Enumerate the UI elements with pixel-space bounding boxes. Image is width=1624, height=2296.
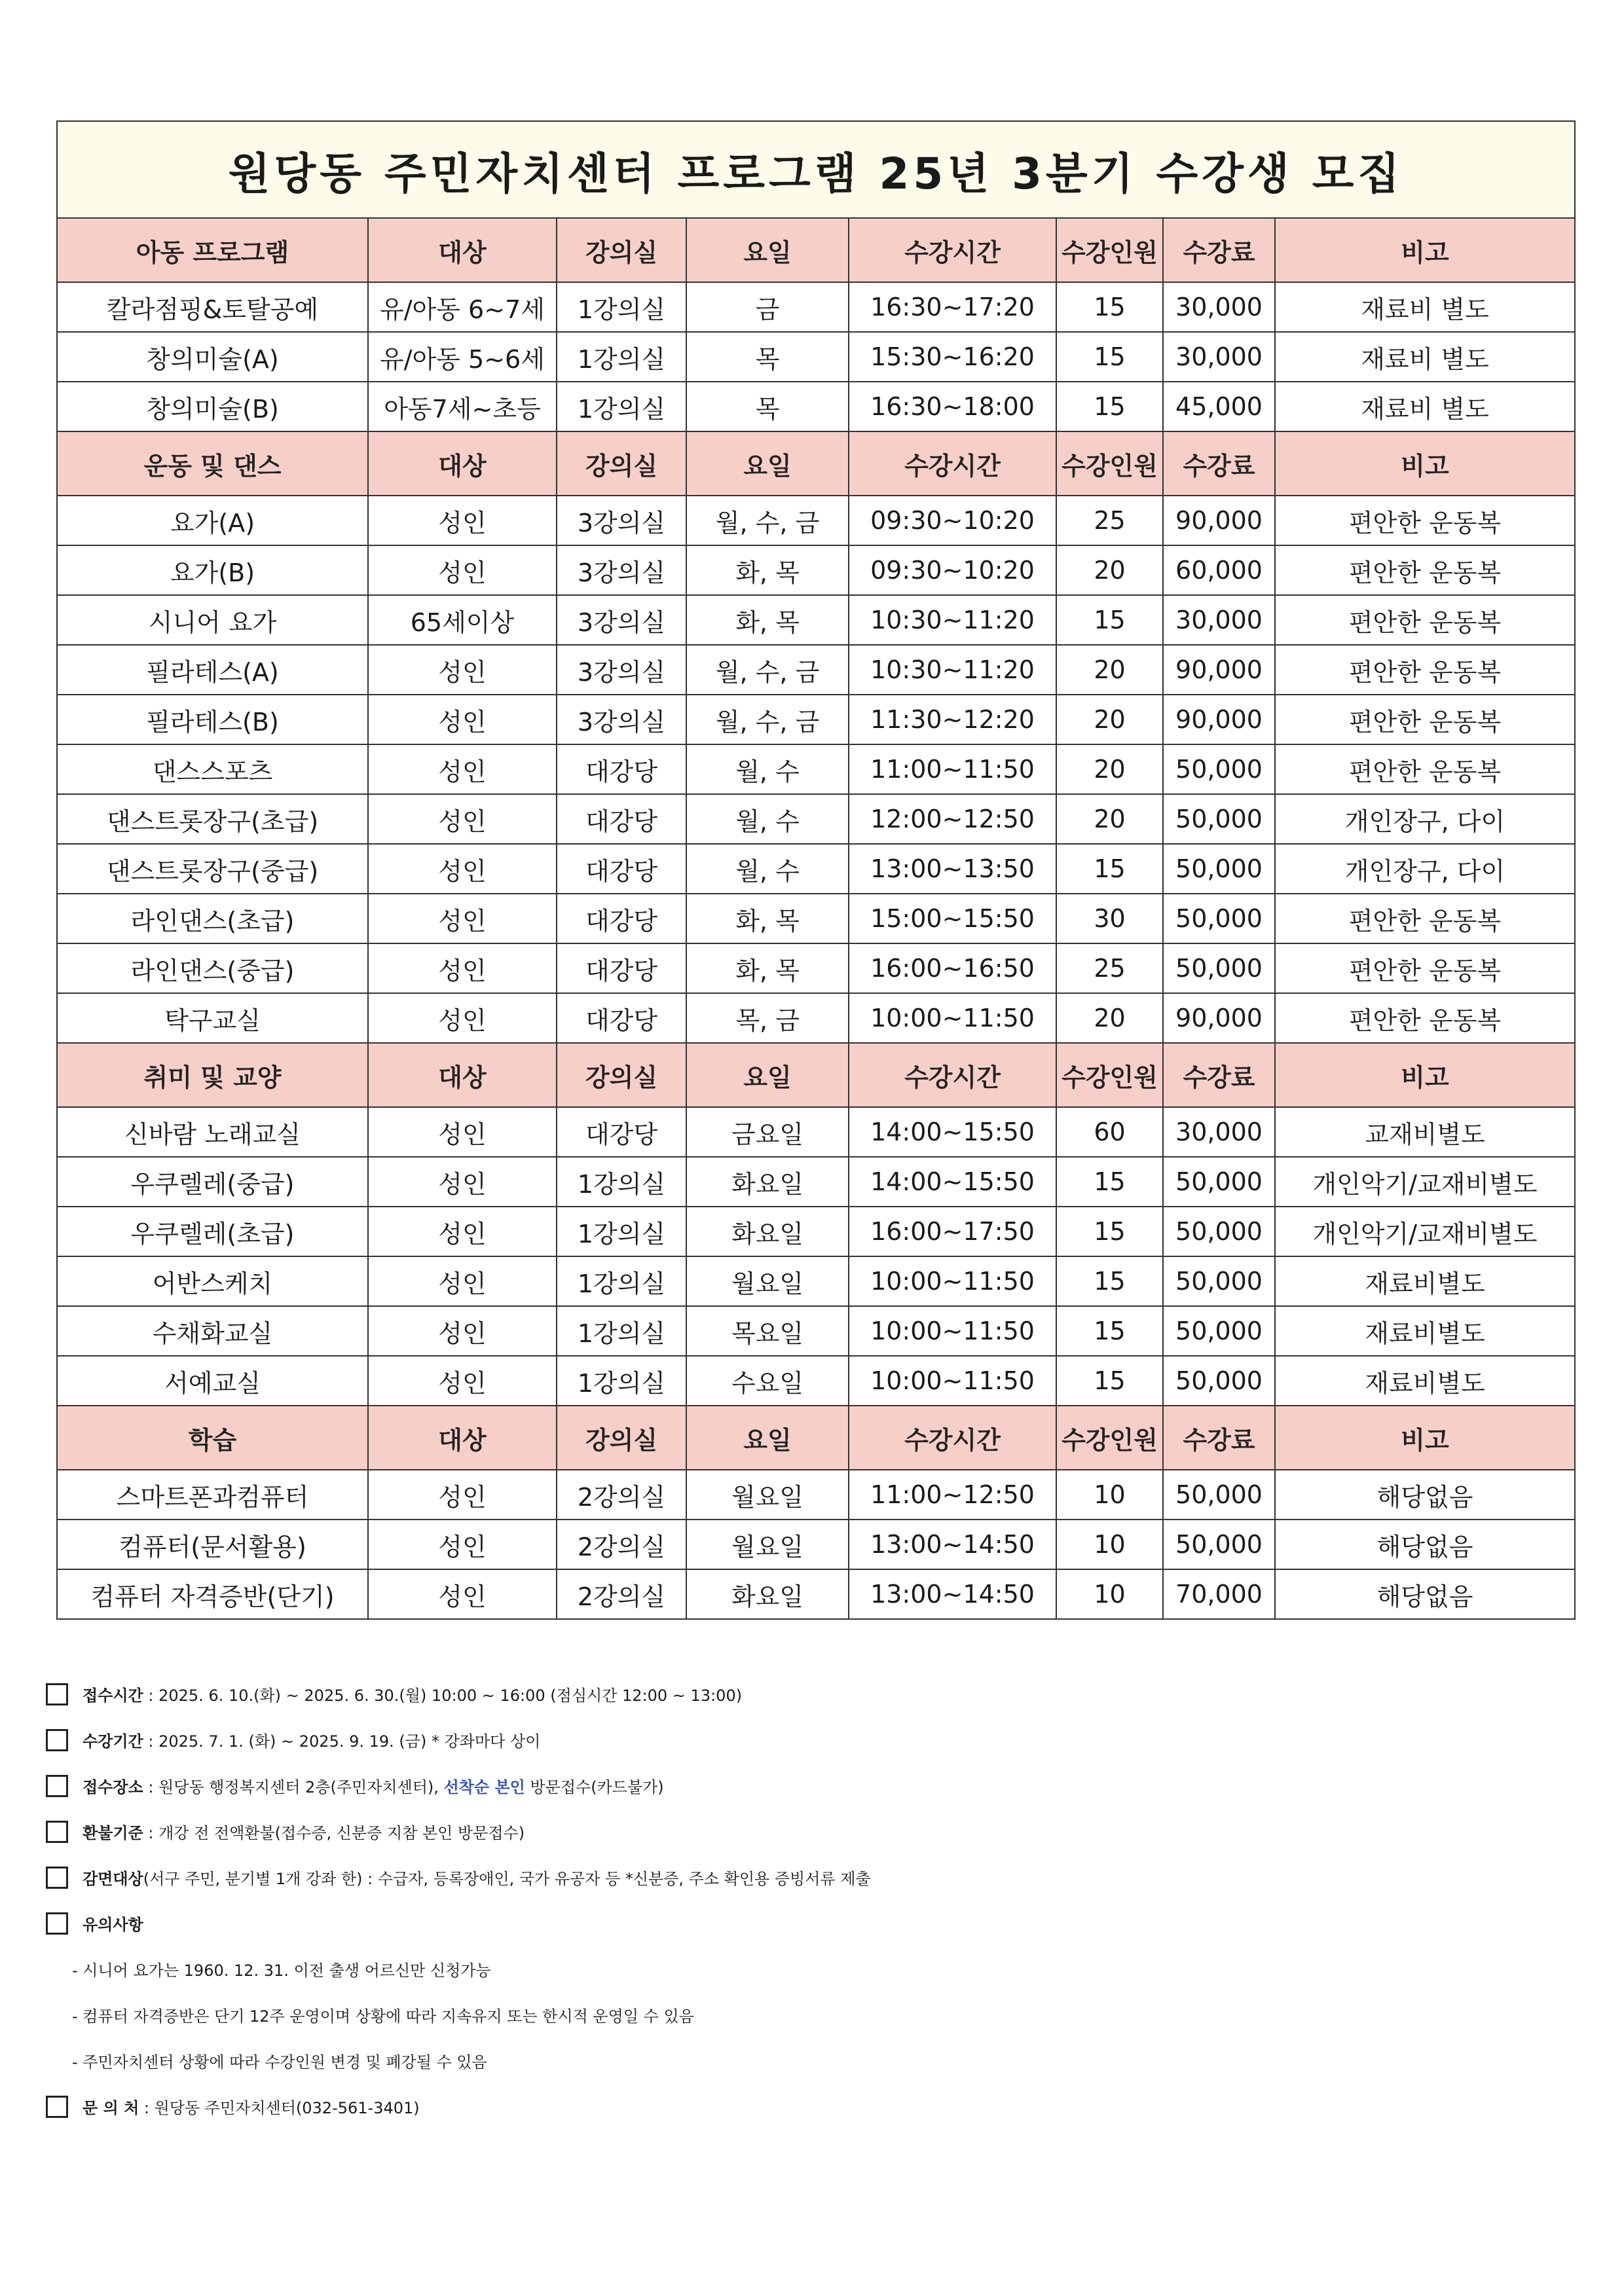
note-text: : 원당동 행정복지센터 2층(주민자치센터),	[143, 1778, 444, 1796]
note-text: : 개강 전 전액환불(접수증, 신분증 지참 본인 방문접수)	[143, 1824, 525, 1842]
table-cell: 창의미술(A)	[57, 332, 368, 382]
table-cell: 스마트폰과컴퓨터	[57, 1470, 368, 1520]
checkbox-icon	[46, 1729, 68, 1751]
table-cell: 성인	[368, 993, 557, 1043]
table-cell: 2강의실	[557, 1470, 686, 1520]
note-reception	[46, 1673, 1591, 1719]
table-row	[57, 1256, 1575, 1306]
table-cell: 1강의실	[557, 1207, 686, 1256]
table-cell: 목, 금	[686, 993, 849, 1043]
table-cell: 11:30~12:20	[849, 695, 1056, 744]
column-header: 대상	[368, 431, 557, 496]
column-header: 요일	[686, 431, 849, 496]
table-row	[57, 1207, 1575, 1256]
table-cell: 성인	[368, 744, 557, 794]
table-cell: 성인	[368, 1256, 557, 1306]
column-header: 수강료	[1163, 1406, 1275, 1470]
table-row	[57, 496, 1575, 545]
note-text: 방문접수(카드불가)	[525, 1778, 664, 1796]
checkbox-icon	[46, 1867, 68, 1889]
column-header: 강의실	[557, 1406, 686, 1470]
table-cell: 20	[1056, 794, 1163, 844]
column-header: 수강시간	[849, 218, 1056, 282]
section-title: 운동 및 댄스	[57, 431, 368, 496]
column-header: 수강료	[1163, 431, 1275, 496]
table-cell: 월, 수, 금	[686, 496, 849, 545]
table-cell: 라인댄스(초급)	[57, 894, 368, 943]
table-cell: 성인	[368, 943, 557, 993]
table-cell: 화, 목	[686, 943, 849, 993]
note-label: 환불기준	[83, 1824, 143, 1842]
table-cell: 16:00~16:50	[849, 943, 1056, 993]
section-title: 아동 프로그램	[57, 218, 368, 282]
table-cell: 3강의실	[557, 595, 686, 645]
note-period	[46, 1719, 1591, 1764]
note-caution	[46, 1902, 1591, 1948]
table-row	[57, 744, 1575, 794]
table-cell: 09:30~10:20	[849, 545, 1056, 595]
column-header: 대상	[368, 218, 557, 282]
table-row	[57, 382, 1575, 431]
table-cell: 칼라점핑&토탈공예	[57, 282, 368, 332]
column-header: 수강인원	[1056, 1043, 1163, 1107]
table-cell: 월요일	[686, 1256, 849, 1306]
table-cell: 10:30~11:20	[849, 595, 1056, 645]
column-header: 수강인원	[1056, 218, 1163, 282]
table-cell: 15:30~16:20	[849, 332, 1056, 382]
table-cell: 2강의실	[557, 1569, 686, 1619]
table-cell: 60	[1056, 1107, 1163, 1157]
note-label: 문 의 처	[83, 2099, 139, 2117]
column-header: 요일	[686, 1406, 849, 1470]
page-title: 원당동 주민자치센터 프로그램 25년 3분기 수강생 모집	[57, 121, 1575, 218]
table-cell: 창의미술(B)	[57, 382, 368, 431]
table-cell: 50,000	[1163, 1356, 1275, 1406]
table-cell: 15	[1056, 1157, 1163, 1207]
table-cell: 개인장구, 다이	[1275, 844, 1575, 894]
table-cell: 15	[1056, 1256, 1163, 1306]
table-cell: 50,000	[1163, 794, 1275, 844]
table-cell: 교재비별도	[1275, 1107, 1575, 1157]
table-cell: 15	[1056, 1356, 1163, 1406]
table-cell: 50,000	[1163, 844, 1275, 894]
table-cell: 요가(B)	[57, 545, 368, 595]
table-cell: 10:00~11:50	[849, 1306, 1056, 1356]
table-cell: 10	[1056, 1470, 1163, 1520]
table-cell: 15	[1056, 332, 1163, 382]
table-cell: 10:00~11:50	[849, 1256, 1056, 1306]
table-cell: 90,000	[1163, 993, 1275, 1043]
table-cell: 개인악기/교재비별도	[1275, 1207, 1575, 1256]
table-cell: 성인	[368, 1520, 557, 1569]
table-cell: 신바람 노래교실	[57, 1107, 368, 1157]
table-row	[57, 993, 1575, 1043]
table-cell: 대강당	[557, 993, 686, 1043]
table-cell: 45,000	[1163, 382, 1275, 431]
table-cell: 댄스트롯장구(중급)	[57, 844, 368, 894]
checkbox-icon	[46, 2096, 68, 2118]
table-cell: 목요일	[686, 1306, 849, 1356]
caution-item: - 시니어 요가는 1960. 12. 31. 이전 출생 어르신만 신청가능	[72, 1961, 491, 1980]
column-header: 수강료	[1163, 218, 1275, 282]
table-cell: 50,000	[1163, 744, 1275, 794]
table-cell: 편안한 운동복	[1275, 595, 1575, 645]
section-header-row	[57, 431, 1575, 496]
table-cell: 월, 수, 금	[686, 645, 849, 695]
table-cell: 30,000	[1163, 1107, 1275, 1157]
table-cell: 15	[1056, 1207, 1163, 1256]
table-cell: 1강의실	[557, 332, 686, 382]
table-cell: 10	[1056, 1569, 1163, 1619]
table-cell: 50,000	[1163, 1520, 1275, 1569]
note-text: : 원당동 주민자치센터(032-561-3401)	[139, 2099, 420, 2117]
table-cell: 2강의실	[557, 1520, 686, 1569]
table-cell: 20	[1056, 645, 1163, 695]
table-cell: 16:00~17:50	[849, 1207, 1056, 1256]
table-cell: 월, 수	[686, 844, 849, 894]
table-cell: 1강의실	[557, 1306, 686, 1356]
table-cell: 월, 수	[686, 744, 849, 794]
table-cell: 화요일	[686, 1157, 849, 1207]
table-row	[57, 943, 1575, 993]
column-header: 수강료	[1163, 1043, 1275, 1107]
table-cell: 개인장구, 다이	[1275, 794, 1575, 844]
table-cell: 댄스트롯장구(초급)	[57, 794, 368, 844]
table-cell: 컴퓨터(문서활용)	[57, 1520, 368, 1569]
table-cell: 수채화교실	[57, 1306, 368, 1356]
column-header: 요일	[686, 218, 849, 282]
table-cell: 25	[1056, 943, 1163, 993]
table-cell: 성인	[368, 844, 557, 894]
table-cell: 재료비 별도	[1275, 282, 1575, 332]
table-cell: 대강당	[557, 794, 686, 844]
table-cell: 20	[1056, 545, 1163, 595]
table-cell: 성인	[368, 1207, 557, 1256]
column-header: 수강인원	[1056, 431, 1163, 496]
section-header-row	[57, 218, 1575, 282]
table-cell: 50,000	[1163, 1306, 1275, 1356]
table-cell: 성인	[368, 695, 557, 744]
table-row	[57, 1470, 1575, 1520]
table-cell: 13:00~14:50	[849, 1520, 1056, 1569]
section-header-row	[57, 1406, 1575, 1470]
table-cell: 요가(A)	[57, 496, 368, 545]
table-cell: 14:00~15:50	[849, 1107, 1056, 1157]
note-label: 접수장소	[83, 1778, 143, 1796]
column-header: 수강시간	[849, 431, 1056, 496]
table-cell: 65세이상	[368, 595, 557, 645]
note-label: 수강기간	[83, 1732, 143, 1751]
caution-item: - 컴퓨터 자격증반은 단기 12주 운영이며 상황에 따라 지속유지 또는 한시적 운영일 수 있음	[72, 2007, 694, 2026]
table-cell: 금	[686, 282, 849, 332]
table-cell: 월요일	[686, 1520, 849, 1569]
table-cell: 90,000	[1163, 496, 1275, 545]
table-cell: 성인	[368, 545, 557, 595]
table-cell: 20	[1056, 744, 1163, 794]
table-cell: 1강의실	[557, 1356, 686, 1406]
checkbox-icon	[46, 1683, 68, 1705]
section-title: 취미 및 교양	[57, 1043, 368, 1107]
table-cell: 16:30~17:20	[849, 282, 1056, 332]
table-cell: 라인댄스(중급)	[57, 943, 368, 993]
table-cell: 월, 수, 금	[686, 695, 849, 744]
table-cell: 재료비별도	[1275, 1356, 1575, 1406]
table-cell: 유/아동 6~7세	[368, 282, 557, 332]
table-cell: 13:00~13:50	[849, 844, 1056, 894]
column-header: 비고	[1275, 218, 1575, 282]
table-cell: 10:00~11:50	[849, 1356, 1056, 1406]
note-text: : 2025. 7. 1. (화) ~ 2025. 9. 19. (금) * 강좌마다 상이	[143, 1732, 541, 1751]
table-cell: 성인	[368, 1107, 557, 1157]
table-cell: 해당없음	[1275, 1569, 1575, 1619]
table-cell: 1강의실	[557, 1157, 686, 1207]
column-header: 비고	[1275, 431, 1575, 496]
table-cell: 30,000	[1163, 332, 1275, 382]
table-cell: 댄스스포츠	[57, 744, 368, 794]
table-cell: 1강의실	[557, 1256, 686, 1306]
table-cell: 13:00~14:50	[849, 1569, 1056, 1619]
table-cell: 유/아동 5~6세	[368, 332, 557, 382]
table-cell: 성인	[368, 1470, 557, 1520]
table-cell: 성인	[368, 1306, 557, 1356]
table-row	[57, 545, 1575, 595]
table-row	[57, 1569, 1575, 1619]
table-cell: 90,000	[1163, 695, 1275, 744]
table-cell: 화요일	[686, 1207, 849, 1256]
table-cell: 15	[1056, 595, 1163, 645]
table-cell: 11:00~11:50	[849, 744, 1056, 794]
column-header: 비고	[1275, 1043, 1575, 1107]
checkbox-icon	[46, 1775, 68, 1797]
table-row	[57, 844, 1575, 894]
table-cell: 월요일	[686, 1470, 849, 1520]
table-cell: 재료비 별도	[1275, 332, 1575, 382]
column-header: 요일	[686, 1043, 849, 1107]
table-cell: 1강의실	[557, 282, 686, 332]
table-cell: 우쿠렐레(중급)	[57, 1157, 368, 1207]
table-cell: 15	[1056, 282, 1163, 332]
table-cell: 15	[1056, 844, 1163, 894]
table-cell: 화, 목	[686, 595, 849, 645]
column-header: 수강인원	[1056, 1406, 1163, 1470]
table-cell: 30,000	[1163, 595, 1275, 645]
column-header: 강의실	[557, 218, 686, 282]
table-cell: 목	[686, 332, 849, 382]
table-cell: 재료비별도	[1275, 1256, 1575, 1306]
table-body	[57, 218, 1575, 1619]
table-cell: 편안한 운동복	[1275, 545, 1575, 595]
table-cell: 90,000	[1163, 645, 1275, 695]
table-cell: 50,000	[1163, 1207, 1275, 1256]
table-cell: 아동7세~초등	[368, 382, 557, 431]
table-cell: 편안한 운동복	[1275, 645, 1575, 695]
table-cell: 성인	[368, 496, 557, 545]
table-cell: 10:30~11:20	[849, 645, 1056, 695]
note-text: : 2025. 6. 10.(화) ~ 2025. 6. 30.(월) 10:00 ~ 16:00 (점심시간 12:00 ~ 13:00)	[143, 1686, 743, 1705]
table-cell: 15:00~15:50	[849, 894, 1056, 943]
table-cell: 10:00~11:50	[849, 993, 1056, 1043]
table-cell: 3강의실	[557, 496, 686, 545]
note-label: 유의사항	[83, 1916, 143, 1934]
table-cell: 해당없음	[1275, 1520, 1575, 1569]
column-header: 수강시간	[849, 1406, 1056, 1470]
table-cell: 대강당	[557, 894, 686, 943]
table-cell: 편안한 운동복	[1275, 894, 1575, 943]
note-place	[46, 1764, 1591, 1810]
table-cell: 시니어 요가	[57, 595, 368, 645]
table-row	[57, 1306, 1575, 1356]
table-row	[57, 645, 1575, 695]
table-cell: 70,000	[1163, 1569, 1275, 1619]
table-cell: 서예교실	[57, 1356, 368, 1406]
table-cell: 편안한 운동복	[1275, 695, 1575, 744]
table-cell: 대강당	[557, 1107, 686, 1157]
table-cell: 성인	[368, 645, 557, 695]
column-header: 대상	[368, 1406, 557, 1470]
table-cell: 성인	[368, 894, 557, 943]
table-cell: 1강의실	[557, 382, 686, 431]
table-cell: 편안한 운동복	[1275, 943, 1575, 993]
table-cell: 14:00~15:50	[849, 1157, 1056, 1207]
table-cell: 편안한 운동복	[1275, 744, 1575, 794]
table-cell: 화요일	[686, 1569, 849, 1619]
table-cell: 30,000	[1163, 282, 1275, 332]
table-cell: 우쿠렐레(초급)	[57, 1207, 368, 1256]
caution-item: - 주민자치센터 상황에 따라 수강인원 변경 및 폐강될 수 있음	[72, 2053, 487, 2071]
table-cell: 금요일	[686, 1107, 849, 1157]
table-row	[57, 894, 1575, 943]
table-cell: 필라테스(B)	[57, 695, 368, 744]
notice-section	[46, 1673, 1591, 2131]
section-header-row	[57, 1043, 1575, 1107]
table-cell: 개인악기/교재비별도	[1275, 1157, 1575, 1207]
table-cell: 화, 목	[686, 894, 849, 943]
note-label: 감면대상	[83, 1870, 143, 1888]
table-cell: 09:30~10:20	[849, 496, 1056, 545]
table-row	[57, 332, 1575, 382]
column-header: 비고	[1275, 1406, 1575, 1470]
table-cell: 성인	[368, 1356, 557, 1406]
table-row	[57, 595, 1575, 645]
table-cell: 11:00~12:50	[849, 1470, 1056, 1520]
table-cell: 재료비 별도	[1275, 382, 1575, 431]
table-cell: 해당없음	[1275, 1470, 1575, 1520]
table-cell: 50,000	[1163, 894, 1275, 943]
section-title: 학습	[57, 1406, 368, 1470]
table-cell: 3강의실	[557, 645, 686, 695]
note-highlight: 선착순 본인	[443, 1778, 525, 1796]
table-cell: 편안한 운동복	[1275, 993, 1575, 1043]
table-cell: 성인	[368, 794, 557, 844]
table-row	[57, 1356, 1575, 1406]
table-cell: 12:00~12:50	[849, 794, 1056, 844]
note-text: (서구 주민, 분기별 1개 강좌 한) : 수급자, 등록장애인, 국가 유공자 등 *신분증, 주소 확인용 증빙서류 제출	[143, 1870, 871, 1888]
note-discount	[46, 1856, 1591, 1902]
table-cell: 월, 수	[686, 794, 849, 844]
table-row	[57, 1107, 1575, 1157]
checkbox-icon	[46, 1821, 68, 1843]
table-cell: 탁구교실	[57, 993, 368, 1043]
table-cell: 수요일	[686, 1356, 849, 1406]
table-row	[57, 794, 1575, 844]
table-cell: 60,000	[1163, 545, 1275, 595]
table-cell: 25	[1056, 496, 1163, 545]
checkbox-icon	[46, 1912, 68, 1935]
table-cell: 어반스케치	[57, 1256, 368, 1306]
table-cell: 50,000	[1163, 1470, 1275, 1520]
table-cell: 필라테스(A)	[57, 645, 368, 695]
table-cell: 50,000	[1163, 943, 1275, 993]
table-cell: 15	[1056, 382, 1163, 431]
column-header: 대상	[368, 1043, 557, 1107]
table-cell: 편안한 운동복	[1275, 496, 1575, 545]
table-cell: 20	[1056, 695, 1163, 744]
table-cell: 3강의실	[557, 545, 686, 595]
table-row	[57, 1520, 1575, 1569]
table-cell: 30	[1056, 894, 1163, 943]
table-cell: 20	[1056, 993, 1163, 1043]
table-cell: 50,000	[1163, 1256, 1275, 1306]
table-cell: 10	[1056, 1520, 1163, 1569]
note-contact	[46, 2085, 1591, 2131]
table-row	[57, 695, 1575, 744]
table-cell: 대강당	[557, 943, 686, 993]
column-header: 강의실	[557, 431, 686, 496]
note-label: 접수시간	[83, 1686, 143, 1705]
column-header: 수강시간	[849, 1043, 1056, 1107]
table-cell: 목	[686, 382, 849, 431]
column-header: 강의실	[557, 1043, 686, 1107]
table-cell: 3강의실	[557, 695, 686, 744]
table-cell: 화, 목	[686, 545, 849, 595]
table-cell: 50,000	[1163, 1157, 1275, 1207]
table-cell: 재료비별도	[1275, 1306, 1575, 1356]
table-row	[57, 282, 1575, 332]
table-row	[57, 1157, 1575, 1207]
table-cell: 성인	[368, 1569, 557, 1619]
table-cell: 15	[1056, 1306, 1163, 1356]
table-cell: 성인	[368, 1157, 557, 1207]
note-refund	[46, 1810, 1591, 1856]
table-cell: 16:30~18:00	[849, 382, 1056, 431]
table-cell: 컴퓨터 자격증반(단기)	[57, 1569, 368, 1619]
table-cell: 대강당	[557, 744, 686, 794]
table-cell: 대강당	[557, 844, 686, 894]
program-schedule-table	[56, 120, 1576, 1620]
